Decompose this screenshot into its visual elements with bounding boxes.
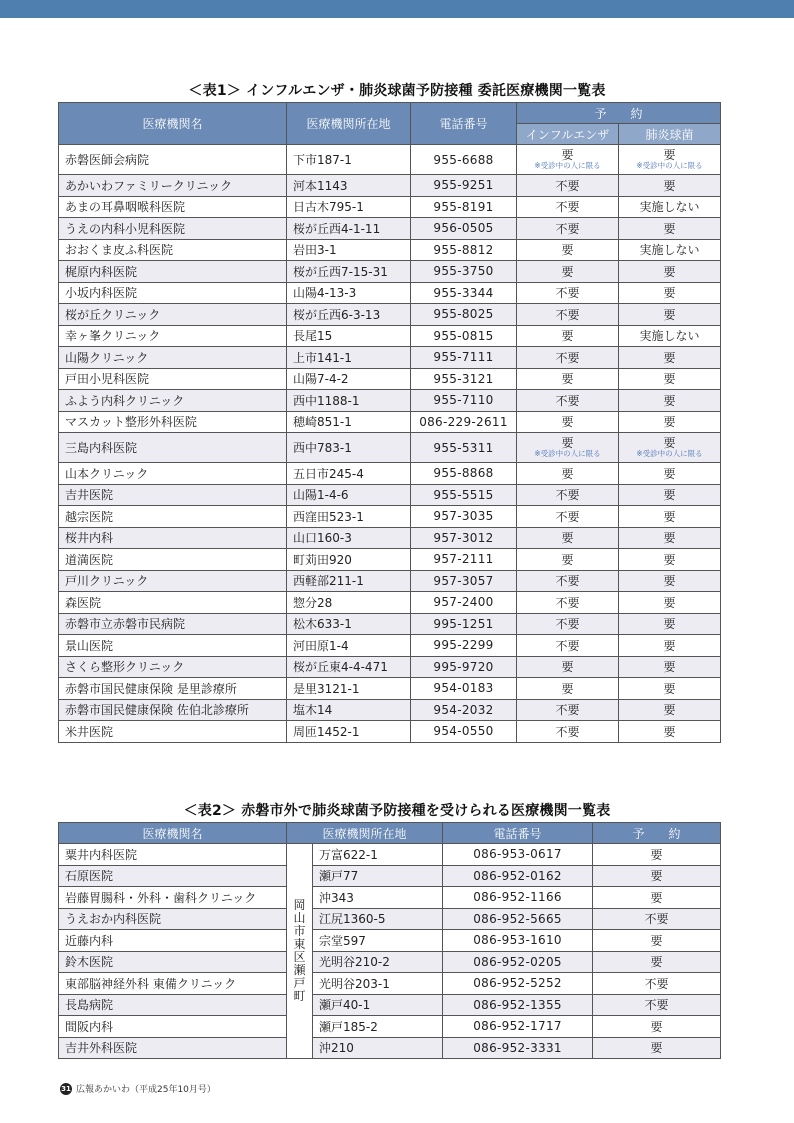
facility-name: 山陽クリニック xyxy=(59,347,287,369)
facility-phone: 954-0183 xyxy=(411,678,517,700)
facility-name: 森医院 xyxy=(59,592,287,614)
facility-phone: 995-2299 xyxy=(411,635,517,657)
facility-address: 長尾15 xyxy=(287,325,411,347)
reservation-value: 要 xyxy=(593,930,721,952)
table1-header-influenza: インフルエンザ xyxy=(517,124,619,145)
influenza-reservation: 要 xyxy=(517,527,619,549)
facility-phone: 995-9720 xyxy=(411,656,517,678)
pneumococcal-reservation: 要 xyxy=(619,549,721,571)
facility-phone: 955-5311 xyxy=(411,433,517,463)
pneumococcal-reservation: 要 xyxy=(619,390,721,412)
region-char: 戸 xyxy=(293,976,306,990)
table-row xyxy=(59,549,721,571)
influenza-reservation: 不要 xyxy=(517,347,619,369)
table-row xyxy=(59,261,721,283)
facility-address: 下市187-1 xyxy=(287,145,411,175)
facility-name: 粟井内科医院 xyxy=(59,844,287,866)
pneumococcal-reservation: 要 xyxy=(619,721,721,743)
facility-address: 是里3121-1 xyxy=(287,678,411,700)
facility-name: 赤磐市立赤磐市民病院 xyxy=(59,613,287,635)
page-footer xyxy=(60,1082,216,1095)
table-row xyxy=(59,699,721,721)
table-row xyxy=(59,1016,721,1038)
influenza-reservation: 不要 xyxy=(517,721,619,743)
facility-phone: 955-7110 xyxy=(411,390,517,412)
facility-name: 三島内科医院 xyxy=(59,433,287,463)
reservation-value: 要 xyxy=(663,436,676,450)
facility-phone: 954-2032 xyxy=(411,699,517,721)
influenza-reservation: 要 xyxy=(517,549,619,571)
table1-title: ＜表1＞ インフルエンザ・肺炎球菌予防接種 委託医療機関一覧表 xyxy=(188,83,606,99)
facility-phone: 086-952-1166 xyxy=(443,887,593,909)
pneumococcal-reservation: 実施しない xyxy=(619,239,721,261)
facility-name: 越宗医院 xyxy=(59,506,287,528)
region-char: 岡 xyxy=(293,898,306,912)
table-row xyxy=(59,678,721,700)
table2-header-phone: 電話番号 xyxy=(443,823,593,844)
reservation-note: ※受診中の人に限る xyxy=(534,449,601,458)
reservation-note: ※受診中の人に限る xyxy=(534,161,601,170)
facility-phone: 995-1251 xyxy=(411,613,517,635)
table-row xyxy=(59,282,721,304)
reservation-value: 要 xyxy=(593,1016,721,1038)
facility-address: 宗堂597 xyxy=(313,930,443,952)
facility-address: 瀬戸77 xyxy=(313,865,443,887)
reservation-value: 要 xyxy=(663,148,676,162)
facility-address: 岩田3-1 xyxy=(287,239,411,261)
facility-address: 桜が丘西6-3-13 xyxy=(287,304,411,326)
facility-phone: 086-952-1355 xyxy=(443,994,593,1016)
reservation-value: 要 xyxy=(561,148,574,162)
table1-header-pneumococcal: 肺炎球菌 xyxy=(619,124,721,145)
table-row xyxy=(59,930,721,952)
pneumococcal-reservation: 要 xyxy=(619,678,721,700)
influenza-reservation: 要 xyxy=(517,656,619,678)
table1 xyxy=(58,102,721,743)
facility-name: 幸ヶ峯クリニック xyxy=(59,325,287,347)
influenza-reservation: 不要 xyxy=(517,635,619,657)
reservation-value: 不要 xyxy=(593,994,721,1016)
table-row xyxy=(59,908,721,930)
table-row xyxy=(59,527,721,549)
table-row xyxy=(59,196,721,218)
top-color-bar xyxy=(0,0,794,18)
facility-phone: 086-952-5252 xyxy=(443,973,593,995)
influenza-reservation: 不要 xyxy=(517,390,619,412)
table-row xyxy=(59,887,721,909)
facility-name: うえの内科小児科医院 xyxy=(59,218,287,240)
facility-address: 西中1188-1 xyxy=(287,390,411,412)
facility-address: 惣分28 xyxy=(287,592,411,614)
reservation-value: 不要 xyxy=(593,973,721,995)
facility-phone: 086-953-0617 xyxy=(443,844,593,866)
facility-address: 周匝1452-1 xyxy=(287,721,411,743)
pneumococcal-reservation: 要 xyxy=(619,527,721,549)
table-row xyxy=(59,463,721,485)
influenza-reservation: 要 xyxy=(517,368,619,390)
table2-header-address: 医療機関所在地 xyxy=(287,823,443,844)
region-label xyxy=(287,844,313,1059)
table-row xyxy=(59,175,721,197)
pneumococcal-reservation: 要 xyxy=(619,282,721,304)
table1-header-name: 医療機関名 xyxy=(59,103,287,145)
facility-phone: 955-9251 xyxy=(411,175,517,197)
facility-phone: 955-8812 xyxy=(411,239,517,261)
table-row xyxy=(59,844,721,866)
facility-name: 赤磐市国民健康保険 佐伯北診療所 xyxy=(59,699,287,721)
table-row xyxy=(59,951,721,973)
table2 xyxy=(58,822,721,1059)
pneumococcal-reservation: 要 xyxy=(619,368,721,390)
pneumococcal-reservation: 要 xyxy=(619,506,721,528)
facility-address: 日古木795-1 xyxy=(287,196,411,218)
facility-address: 桜が丘西7-15-31 xyxy=(287,261,411,283)
facility-name: 間阪内科 xyxy=(59,1016,287,1038)
facility-phone: 955-8191 xyxy=(411,196,517,218)
table-row xyxy=(59,570,721,592)
facility-phone: 955-5515 xyxy=(411,484,517,506)
facility-name: あかいわファミリークリニック xyxy=(59,175,287,197)
facility-name: 景山医院 xyxy=(59,635,287,657)
pneumococcal-reservation: 要 xyxy=(619,635,721,657)
table-row xyxy=(59,635,721,657)
reservation-value: 要 xyxy=(593,887,721,909)
table-row xyxy=(59,390,721,412)
table2-header-reservation: 予 約 xyxy=(593,823,721,844)
facility-phone: 086-229-2611 xyxy=(411,411,517,433)
facility-phone: 955-0815 xyxy=(411,325,517,347)
facility-address: 光明谷203-1 xyxy=(313,973,443,995)
facility-phone: 086-952-5665 xyxy=(443,908,593,930)
influenza-reservation xyxy=(517,145,619,175)
table1-header-reservation: 予 約 xyxy=(517,103,721,124)
facility-name: 梶原内科医院 xyxy=(59,261,287,283)
facility-name: 赤磐市国民健康保険 是里診療所 xyxy=(59,678,287,700)
pneumococcal-reservation: 要 xyxy=(619,613,721,635)
table-row xyxy=(59,613,721,635)
facility-name: 東部脳神経外科 東備クリニック xyxy=(59,973,287,995)
influenza-reservation: 要 xyxy=(517,325,619,347)
influenza-reservation: 要 xyxy=(517,463,619,485)
table-row xyxy=(59,973,721,995)
facility-name: うえおか内科医院 xyxy=(59,908,287,930)
facility-name: 鈴木医院 xyxy=(59,951,287,973)
facility-address: 山口160-3 xyxy=(287,527,411,549)
region-char: 町 xyxy=(293,989,306,1003)
facility-name: 道満医院 xyxy=(59,549,287,571)
pneumococcal-reservation: 要 xyxy=(619,699,721,721)
table-row xyxy=(59,721,721,743)
table-row xyxy=(59,506,721,528)
facility-address: 沖343 xyxy=(313,887,443,909)
facility-name: 戸川クリニック xyxy=(59,570,287,592)
facility-address: 西中783-1 xyxy=(287,433,411,463)
facility-phone: 956-0505 xyxy=(411,218,517,240)
facility-phone: 955-3750 xyxy=(411,261,517,283)
influenza-reservation: 不要 xyxy=(517,506,619,528)
pneumococcal-reservation xyxy=(619,145,721,175)
table-row xyxy=(59,994,721,1016)
influenza-reservation: 不要 xyxy=(517,175,619,197)
influenza-reservation: 不要 xyxy=(517,304,619,326)
pneumococcal-reservation: 実施しない xyxy=(619,325,721,347)
table1-header-address: 医療機関所在地 xyxy=(287,103,411,145)
influenza-reservation: 不要 xyxy=(517,699,619,721)
influenza-reservation: 要 xyxy=(517,678,619,700)
facility-address: 五日市245-4 xyxy=(287,463,411,485)
facility-name: 小坂内科医院 xyxy=(59,282,287,304)
table-row xyxy=(59,1037,721,1059)
table-row xyxy=(59,411,721,433)
pneumococcal-reservation xyxy=(619,433,721,463)
influenza-reservation xyxy=(517,433,619,463)
facility-address: 上市141-1 xyxy=(287,347,411,369)
facility-address: 穂崎851-1 xyxy=(287,411,411,433)
influenza-reservation: 不要 xyxy=(517,218,619,240)
facility-address: 西軽部211-1 xyxy=(287,570,411,592)
footer-text: 広報あかいわ（平成25年10月号） xyxy=(76,1085,216,1095)
facility-phone: 955-3121 xyxy=(411,368,517,390)
facility-name: 岩藤胃腸科・外科・歯科クリニック xyxy=(59,887,287,909)
facility-phone: 957-2400 xyxy=(411,592,517,614)
facility-phone: 957-3057 xyxy=(411,570,517,592)
facility-name: 長島病院 xyxy=(59,994,287,1016)
facility-address: 西窪田523-1 xyxy=(287,506,411,528)
facility-name: さくら整形クリニック xyxy=(59,656,287,678)
pneumococcal-reservation: 要 xyxy=(619,570,721,592)
table-row xyxy=(59,218,721,240)
facility-address: 河田原1-4 xyxy=(287,635,411,657)
table2-header-name: 医療機関名 xyxy=(59,823,287,844)
facility-address: 山陽4-13-3 xyxy=(287,282,411,304)
region-char: 区 xyxy=(293,950,306,964)
facility-name: 桜が丘クリニック xyxy=(59,304,287,326)
pneumococcal-reservation: 要 xyxy=(619,484,721,506)
facility-address: 桜が丘東4-4-471 xyxy=(287,656,411,678)
pneumococcal-reservation: 要 xyxy=(619,304,721,326)
reservation-value: 要 xyxy=(593,844,721,866)
pneumococcal-reservation: 要 xyxy=(619,411,721,433)
facility-phone: 954-0550 xyxy=(411,721,517,743)
facility-phone: 955-8868 xyxy=(411,463,517,485)
influenza-reservation: 不要 xyxy=(517,570,619,592)
facility-phone: 957-2111 xyxy=(411,549,517,571)
facility-name: 吉井医院 xyxy=(59,484,287,506)
facility-phone: 957-3035 xyxy=(411,506,517,528)
influenza-reservation: 不要 xyxy=(517,484,619,506)
influenza-reservation: 不要 xyxy=(517,592,619,614)
region-char: 瀬 xyxy=(293,963,306,977)
facility-name: あまの耳鼻咽喉科医院 xyxy=(59,196,287,218)
facility-name: ふよう内科クリニック xyxy=(59,390,287,412)
facility-name: 戸田小児科医院 xyxy=(59,368,287,390)
facility-address: 万富622-1 xyxy=(313,844,443,866)
table-row xyxy=(59,484,721,506)
facility-phone: 957-3012 xyxy=(411,527,517,549)
facility-phone: 086-953-1610 xyxy=(443,930,593,952)
facility-phone: 955-7111 xyxy=(411,347,517,369)
pneumococcal-reservation: 要 xyxy=(619,656,721,678)
facility-address: 江尻1360-5 xyxy=(313,908,443,930)
facility-address: 瀬戸40-1 xyxy=(313,994,443,1016)
facility-name: マスカット整形外科医院 xyxy=(59,411,287,433)
facility-phone: 955-8025 xyxy=(411,304,517,326)
facility-name: 石原医院 xyxy=(59,865,287,887)
pneumococcal-reservation: 要 xyxy=(619,463,721,485)
facility-address: 光明谷210-2 xyxy=(313,951,443,973)
facility-name: 近藤内科 xyxy=(59,930,287,952)
facility-phone: 086-952-3331 xyxy=(443,1037,593,1059)
facility-address: 町苅田920 xyxy=(287,549,411,571)
influenza-reservation: 要 xyxy=(517,261,619,283)
reservation-value: 要 xyxy=(561,436,574,450)
table-row xyxy=(59,347,721,369)
table-row xyxy=(59,145,721,175)
table-row xyxy=(59,239,721,261)
facility-phone: 086-952-1717 xyxy=(443,1016,593,1038)
table1-header-phone: 電話番号 xyxy=(411,103,517,145)
page-number: 31 xyxy=(61,1084,71,1093)
influenza-reservation: 要 xyxy=(517,239,619,261)
region-char: 東 xyxy=(293,937,306,951)
facility-name: 山本クリニック xyxy=(59,463,287,485)
reservation-note: ※受診中の人に限る xyxy=(636,449,703,458)
facility-phone: 955-3344 xyxy=(411,282,517,304)
facility-name: 吉井外科医院 xyxy=(59,1037,287,1059)
facility-phone: 086-952-0205 xyxy=(443,951,593,973)
facility-address: 山陽1-4-6 xyxy=(287,484,411,506)
facility-address: 瀬戸185-2 xyxy=(313,1016,443,1038)
reservation-value: 要 xyxy=(593,865,721,887)
pneumococcal-reservation: 要 xyxy=(619,347,721,369)
pneumococcal-reservation: 要 xyxy=(619,218,721,240)
facility-address: 桜が丘西4-1-11 xyxy=(287,218,411,240)
table-row xyxy=(59,433,721,463)
reservation-value: 不要 xyxy=(593,908,721,930)
facility-name: 赤磐医師会病院 xyxy=(59,145,287,175)
influenza-reservation: 不要 xyxy=(517,282,619,304)
facility-name: 米井医院 xyxy=(59,721,287,743)
pneumococcal-reservation: 実施しない xyxy=(619,196,721,218)
table2-title: ＜表2＞ 赤磐市外で肺炎球菌予防接種を受けられる医療機関一覧表 xyxy=(183,803,611,819)
facility-address: 河本1143 xyxy=(287,175,411,197)
region-char: 山 xyxy=(293,911,306,925)
table-row xyxy=(59,865,721,887)
influenza-reservation: 不要 xyxy=(517,613,619,635)
table-row xyxy=(59,656,721,678)
pneumococcal-reservation: 要 xyxy=(619,175,721,197)
table-row xyxy=(59,368,721,390)
facility-phone: 955-6688 xyxy=(411,145,517,175)
facility-name: おおくま皮ふ科医院 xyxy=(59,239,287,261)
pneumococcal-reservation: 要 xyxy=(619,592,721,614)
influenza-reservation: 要 xyxy=(517,411,619,433)
reservation-note: ※受診中の人に限る xyxy=(636,161,703,170)
table-row xyxy=(59,325,721,347)
reservation-value: 要 xyxy=(593,1037,721,1059)
table-row xyxy=(59,304,721,326)
influenza-reservation: 不要 xyxy=(517,196,619,218)
facility-address: 山陽7-4-2 xyxy=(287,368,411,390)
table-row xyxy=(59,592,721,614)
reservation-value: 要 xyxy=(593,951,721,973)
facility-address: 松木633-1 xyxy=(287,613,411,635)
pneumococcal-reservation: 要 xyxy=(619,261,721,283)
facility-address: 沖210 xyxy=(313,1037,443,1059)
region-char: 市 xyxy=(293,924,306,938)
facility-address: 塩木14 xyxy=(287,699,411,721)
facility-name: 桜井内科 xyxy=(59,527,287,549)
facility-phone: 086-952-0162 xyxy=(443,865,593,887)
